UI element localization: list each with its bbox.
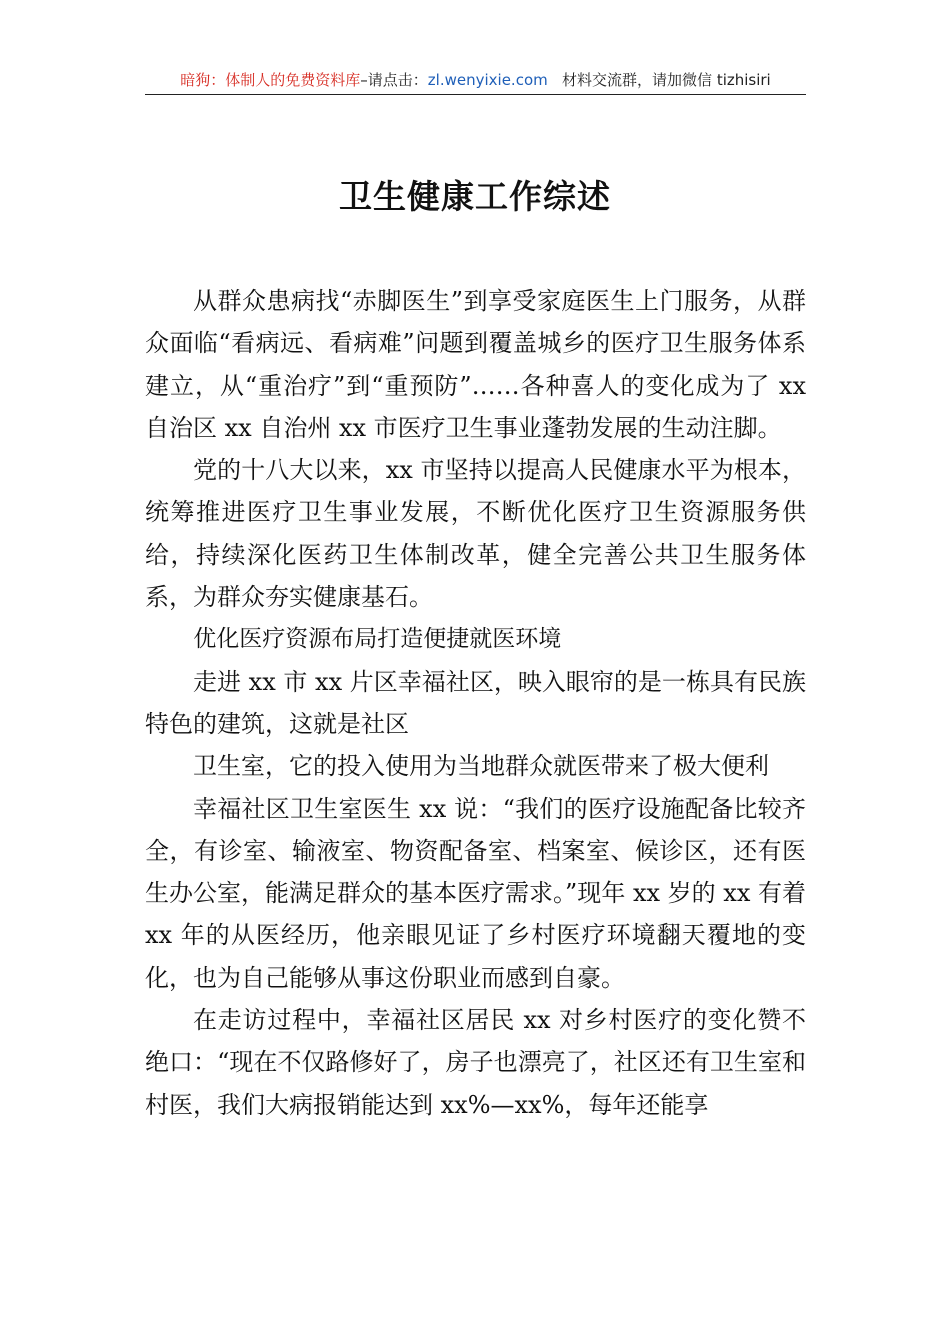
paragraph-community: 走进 xx 市 xx 片区幸福社区，映入眼帘的是一栋具有民族特色的建筑，这就是社区 [145, 667, 806, 738]
paragraph-resident-quote: 在走访过程中，幸福社区居民 xx 对乡村医疗的变化赞不绝口：“现在不仅路修好了，房子也漂亮了，社区还有卫生室和村医，我们大病报销能达到 xx%—xx%，每年还能享 [145, 1006, 806, 1119]
header-brand: 暗狗：体制人的免费资料库 [180, 71, 361, 89]
document-body [145, 280, 806, 1126]
paragraph-overview: 党的十八大以来，xx 市坚持以提高人民健康水平为根本，统筹推进医疗卫生事业发展，不断优化医疗卫生资源服务供给，持续深化医药卫生体制改革，健全完善公共卫生服务体系，为群众夯实健康基石。 [145, 456, 806, 612]
paragraph-intro: 从群众患病找“赤脚医生”到享受家庭医生上门服务，从群众面临“看病远、看病难”问题到覆盖城乡的医疗卫生服务体系建立，从“重治疗”到“重预防”……各种喜人的变化成为了 xx 自治区 xx 自治州 xx 市医疗卫生事业蓬勃发展的生动注脚。 [145, 287, 806, 442]
page-header [145, 66, 806, 95]
paragraph-clinic: 卫生室，它的投入使用为当地群众就医带来了极大便利 [193, 752, 769, 781]
header-url-link[interactable]: zl.wenyixie.com [427, 71, 548, 89]
section-heading: 优化医疗资源布局打造便捷就医环境 [193, 626, 562, 653]
paragraph-doctor-quote: 幸福社区卫生室医生 xx 说：“我们的医疗设施配备比较齐全，有诊室、输液室、物资配备室、档案室、候诊区，还有医生办公室，能满足群众的基本医疗需求。”现年 xx 岁的 xx 有着 xx 年的从医经历，他亲眼见证了乡村医疗环境翻天覆地的变化，也为自己能够从事这份职业而感到自豪。 [145, 794, 806, 992]
document-title: 卫生健康工作综述 [339, 177, 611, 216]
header-group-note: 材料交流群，请加微信 tizhisiri [562, 71, 771, 89]
header-click-prompt: –请点击： [360, 71, 428, 89]
